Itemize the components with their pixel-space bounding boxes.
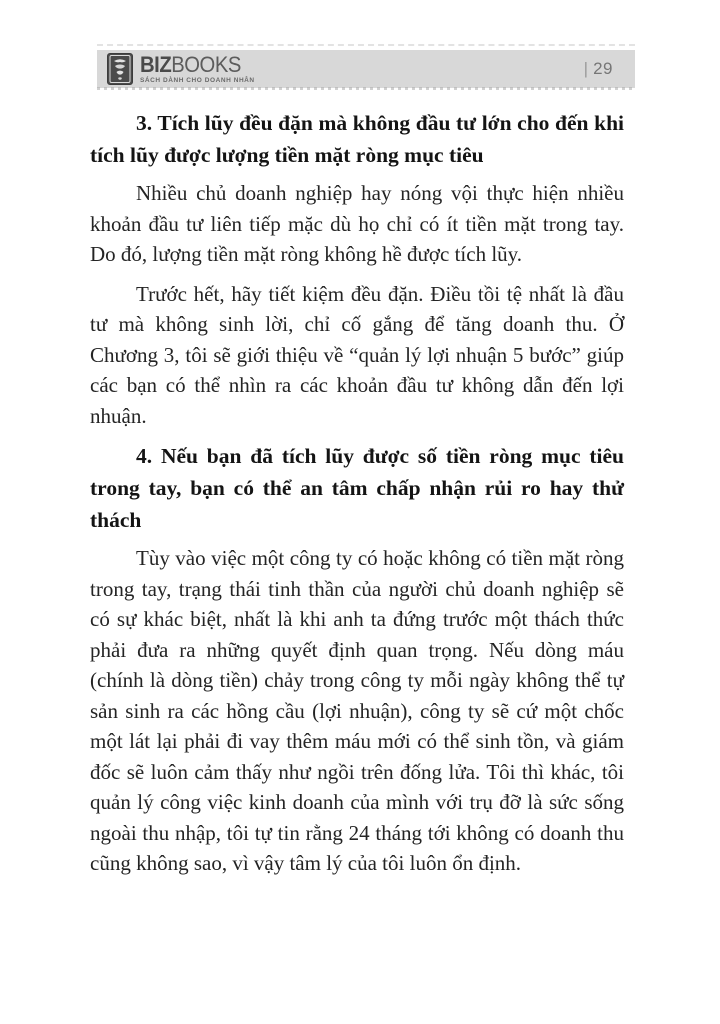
page-number: [584, 59, 613, 79]
brand-tagline: SÁCH DÀNH CHO DOANH NHÂN: [140, 76, 255, 84]
page-number-value: 29: [593, 59, 613, 78]
section-heading-4: 4. Nếu bạn đã tích lũy được số tiền ròng mục tiêu trong tay, bạn có thể an tâm chấp nhận rủi ro hay thử thách: [90, 444, 624, 532]
body-paragraph: Nhiều chủ doanh nghiệp hay nóng vội thực hiện nhiều khoản đầu tư liên tiếp mặc dù họ chỉ có ít tiền mặt trong tay. Do đó, lượng tiền mặt ròng không hề được tích lũy.: [90, 181, 624, 266]
brand-name: [140, 51, 245, 77]
brand-biz: BIZ: [140, 51, 172, 77]
bizbooks-logo: [107, 53, 255, 85]
page-content: [90, 107, 624, 888]
body-paragraph: Trước hết, hãy tiết kiệm đều đặn. Điều tồi tệ nhất là đầu tư mà không sinh lời, chỉ cố gắng để tăng doanh thu. Ở Chương 3, tôi sẽ giới thiệu về “quản lý lợi nhuận 5 bước” giúp các bạn có thể nhìn ra các khoản đầu tư không dẫn đến lợi nhuận.: [90, 281, 624, 428]
page-header: [97, 50, 635, 88]
section-heading-3: 3. Tích lũy đều đặn mà không đầu tư lớn cho đến khi tích lũy được lượng tiền mặt ròng mục tiêu: [90, 111, 624, 167]
page-number-separator: |: [583, 59, 589, 78]
bizbooks-book-icon: [107, 53, 133, 85]
body-paragraph: Tùy vào việc một công ty có hoặc không có tiền mặt ròng trong tay, trạng thái tinh thần của người chủ doanh nghiệp sẽ có sự khác biệt, nhất là khi anh ta đứng trước một thách thức phải đưa ra những quyết định quan trọng. Nếu dòng máu (chính là dòng tiền) chảy trong công ty mỗi ngày không thể tự sản sinh ra các hồng cầu (lợi nhuận), công ty sẽ cứ một chốc một lát lại phải đi vay thêm máu mới có thể sinh tồn, và giám đốc sẽ luôn cảm thấy như ngồi trên đống lửa. Tôi thì khác, tôi quản lý công việc kinh doanh của mình với trụ đỡ là sức sống ngoài thu nhập, tôi tự tin rằng 24 tháng tới không có doanh thu cũng không sao, vì vậy tâm lý của tôi luôn ổn định.: [90, 546, 624, 875]
logo-text: [140, 51, 255, 85]
brand-books: BOOKS: [171, 51, 241, 77]
